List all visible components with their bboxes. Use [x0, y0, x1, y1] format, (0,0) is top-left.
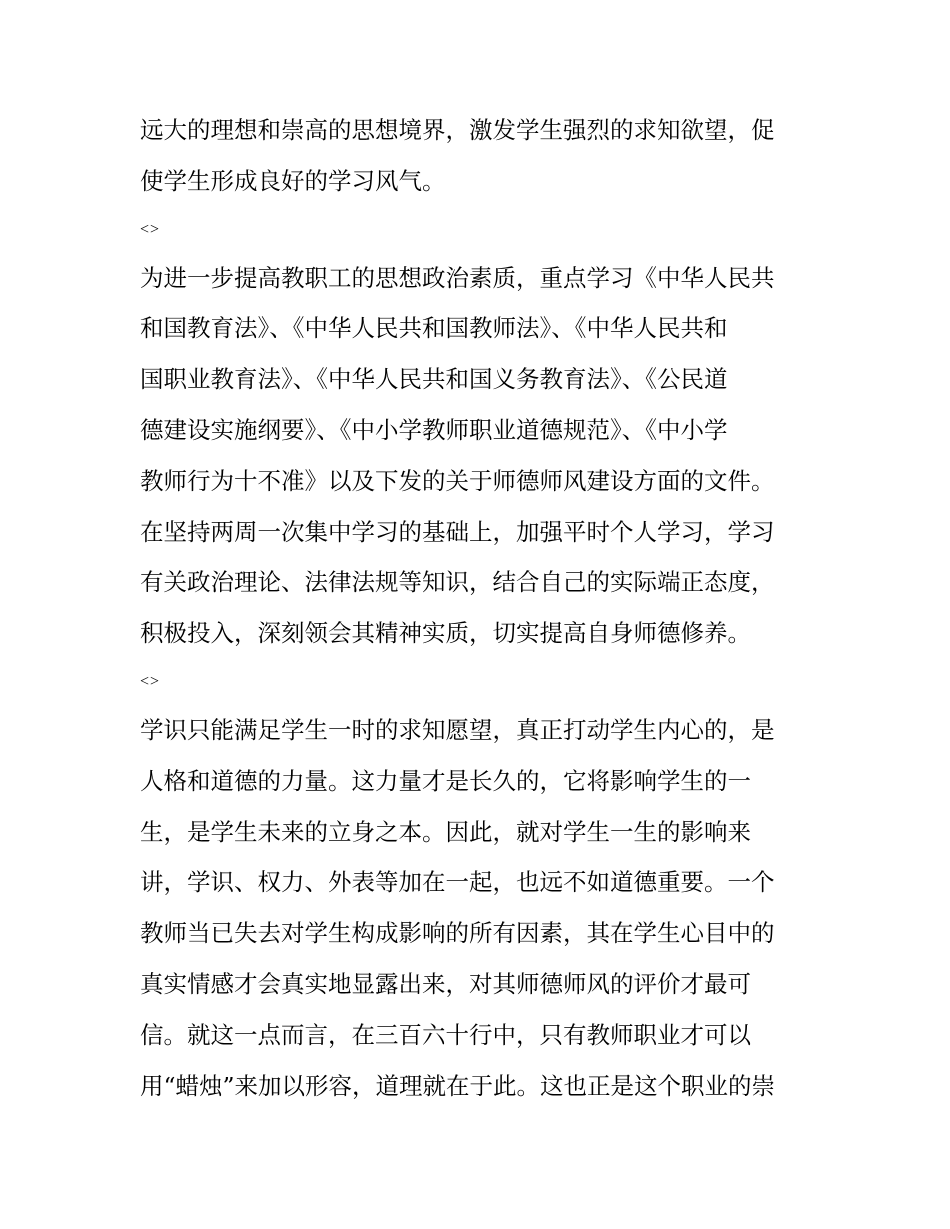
- text-line: 德建设实施纲要》、《中小学教师职业道德规范》、《中小学: [140, 415, 728, 444]
- text-line: 信。就这一点而言，在三百六十行中，只有教师职业才可以: [140, 1020, 751, 1049]
- section-separator: <>: [140, 220, 161, 238]
- text-line: 真实情感才会真实地显露出来，对其师德师风的评价才最可: [140, 969, 751, 998]
- text-line: 生，是学生未来的立身之本。因此，就对学生一生的影响来: [140, 817, 751, 846]
- paragraph-ideals: [140, 105, 820, 207]
- text-line: 教师当已失去对学生构成影响的所有因素，其在学生心目中的: [140, 919, 775, 948]
- text-line: 用“蜡烛”来加以形容，道理就在于此。这也正是这个职业的崇: [140, 1071, 776, 1100]
- text-line: 使学生形成良好的学习风气。: [140, 166, 446, 195]
- text-line: 学识只能满足学生一时的求知愿望，真正打动学生内心的，是: [140, 715, 775, 744]
- text-line: 和国教育法》、《中华人民共和国教师法》、《中华人民共和: [140, 314, 728, 343]
- paragraph-study-laws: [140, 253, 820, 659]
- section-separator: <>: [140, 672, 161, 690]
- text-line: 为进一步提高教职工的思想政治素质，重点学习《中华人民共: [140, 263, 775, 292]
- text-line: 在坚持两周一次集中学习的基础上，加强平时个人学习，学习: [140, 517, 775, 546]
- text-line: 积极投入，深刻领会其精神实质，切实提高自身师德修养。: [140, 619, 751, 648]
- text-line: 讲，学识、权力、外表等加在一起，也远不如道德重要。一个: [140, 868, 775, 897]
- document-body: [140, 105, 820, 1111]
- text-line: 人格和道德的力量。这力量才是长久的，它将影响学生的一: [140, 766, 751, 795]
- paragraph-moral-power: [140, 705, 820, 1111]
- text-line: 有关政治理论、法律法规等知识，结合自己的实际端正态度，: [140, 568, 775, 597]
- text-line: 远大的理想和崇高的思想境界，激发学生强烈的求知欲望，促: [140, 116, 775, 144]
- text-line: 教师行为十不准》以及下发的关于师德师风建设方面的文件。: [140, 466, 775, 495]
- text-line: 国职业教育法》、《中华人民共和国义务教育法》、《公民道: [140, 365, 728, 394]
